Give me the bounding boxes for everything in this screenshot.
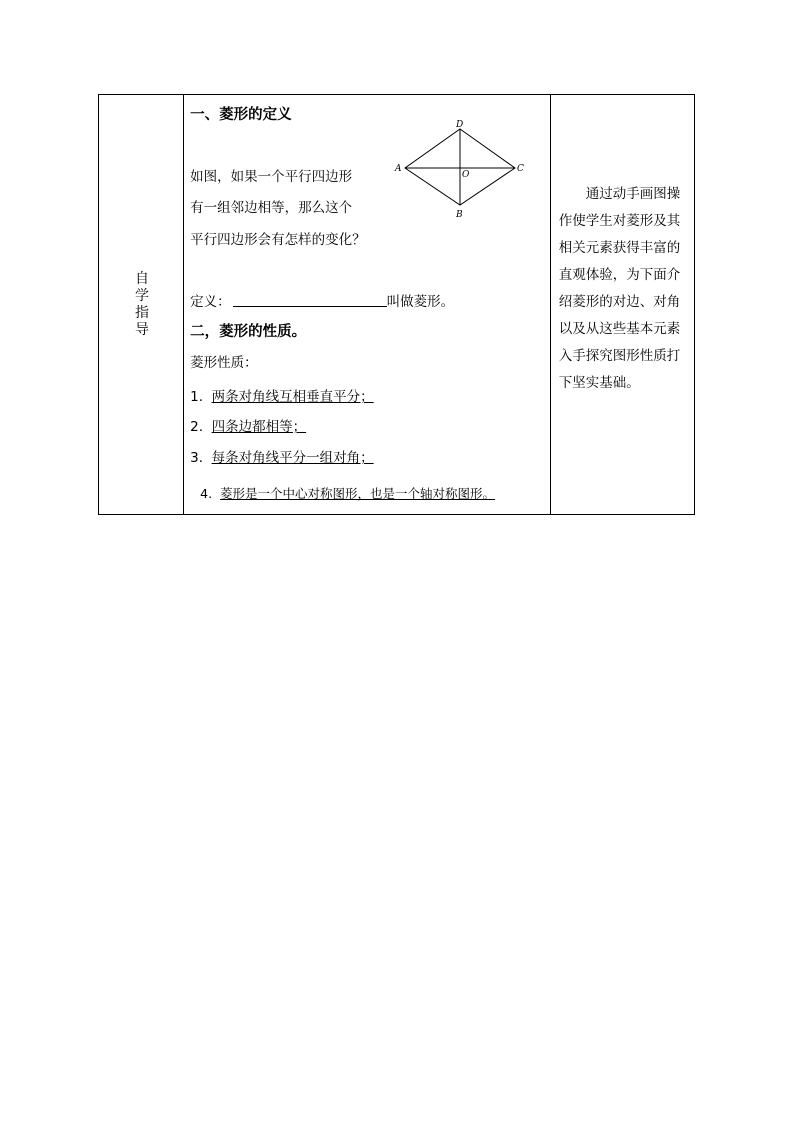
definition-prefix: 定义：: [190, 294, 231, 310]
label-c: C: [517, 164, 525, 174]
property-number: 4.: [200, 486, 213, 501]
definition-suffix: 叫做菱形。: [386, 294, 455, 310]
property-number: 1.: [190, 389, 204, 405]
property-text: 每条对角线平分一组对角；: [211, 450, 374, 466]
teaching-note-cell: [550, 95, 694, 515]
property-item: [190, 446, 373, 466]
lesson-table: [98, 94, 695, 515]
definition-line: [190, 290, 454, 310]
property-item: [190, 415, 306, 435]
property-number: 3.: [190, 450, 204, 466]
teaching-note: 通过动手画图操作使学生对菱形及其相关元素获得丰富的直观体验，为下面介绍菱形的对边、对角以及从这些基本元素入手探究图形性质打下坚实基础。: [558, 186, 681, 391]
main-content-cell: [184, 95, 551, 515]
property-item: [190, 385, 373, 405]
label-d: D: [456, 120, 464, 130]
property-text: 四条边都相等；: [211, 419, 307, 435]
properties-intro: 菱形性质：: [190, 355, 258, 371]
label-a: A: [395, 164, 402, 174]
property-text: 菱形是一个中心对称图形，也是一个轴对称图形。: [220, 486, 496, 501]
section1-title: 一、菱形的定义: [190, 107, 292, 123]
vertical-label: 自学指导: [135, 271, 149, 338]
definition-blank: [233, 293, 387, 307]
section2-title: 二，菱形的性质。: [190, 324, 307, 340]
property-text: 两条对角线互相垂直平分；: [211, 389, 374, 405]
rhombus-diagram: [390, 119, 530, 221]
question-line-3: 平行四边形会有怎样的变化？: [190, 232, 366, 248]
property-item: [200, 484, 495, 502]
property-number: 2.: [190, 419, 204, 435]
label-o: O: [462, 170, 470, 180]
label-cell: [99, 95, 184, 515]
label-b: B: [456, 210, 463, 220]
question-line-2: 有一组邻边相等，那么这个: [190, 200, 353, 216]
question-line-1: 如图，如果一个平行四边形: [190, 169, 353, 185]
